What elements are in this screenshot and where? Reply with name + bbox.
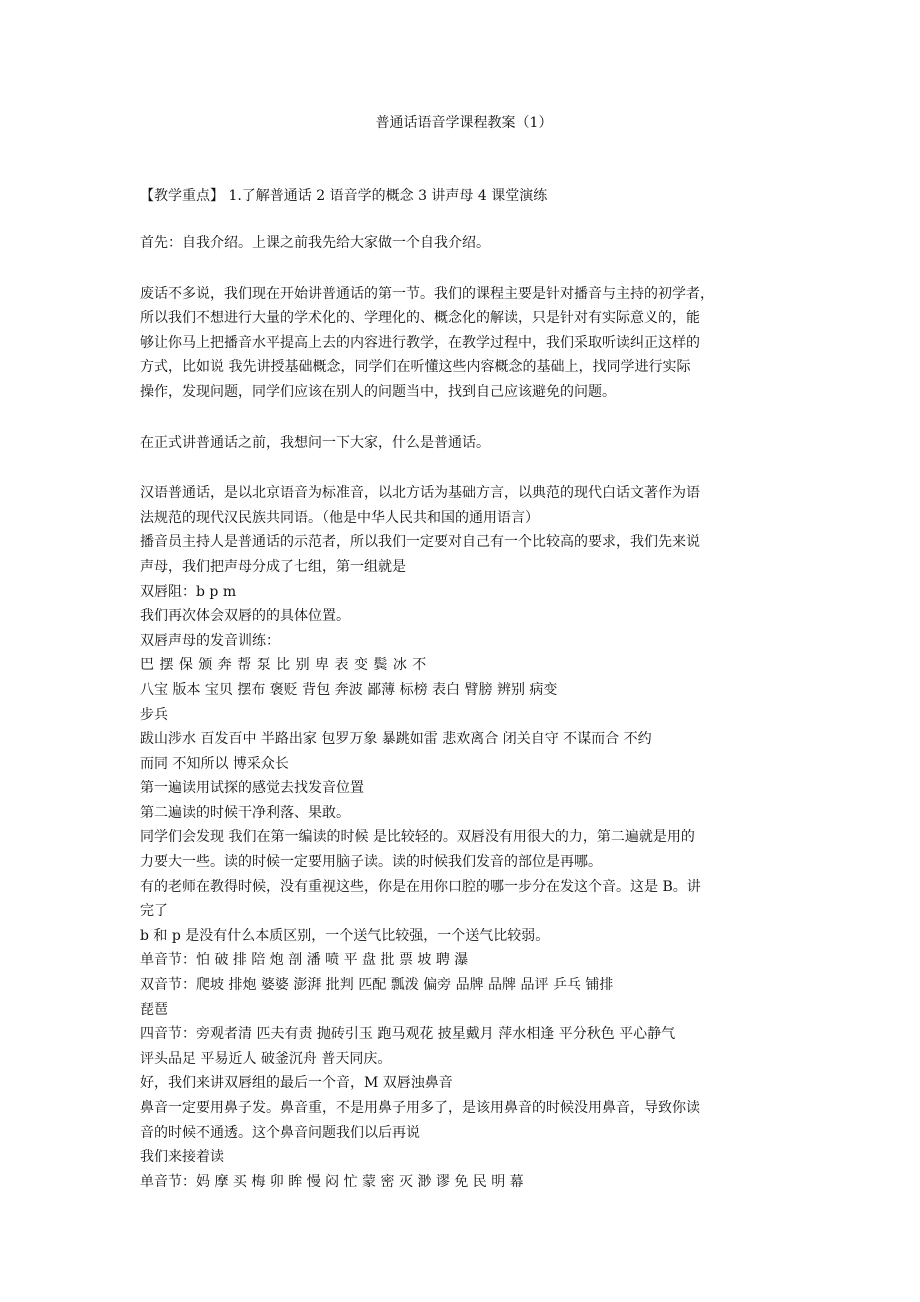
body-line: 声母，我们把声母分成了七组，第一组就是 [140,558,406,575]
body-line: 跋山涉水 百发百中 半路出家 包罗万象 暴跳如雷 悲欢离合 闭关自守 不谋而合 不约 [140,731,652,748]
paragraph-line: 操作，发现问题，同学们应该在别人的问题当中，找到自己应该避免的问题。 [140,383,616,400]
body-line: 音的时候不通透。这个鼻音问题我们以后再说 [140,1124,420,1141]
document-page [140,112,788,1194]
body-line: 八宝 版本 宝贝 摆布 褒贬 背包 奔波 鄙薄 标榜 表白 臂膀 辨别 病变 [140,681,558,698]
body-line: 第二遍读的时候干净利落、果敢。 [140,804,350,821]
body-line: 双唇阻：b p m [140,583,237,600]
body-line: 双音节：爬坡 排炮 婆婆 澎湃 批判 匹配 瓢泼 偏旁 品牌 品牌 品评 乒乓 铺排 [140,977,614,994]
body-line: 单音节：怕 破 排 陪 炮 剖 潘 喷 平 盘 批 票 坡 聘 瀑 [140,952,469,969]
intro-line: 首先：自我介绍。上课之前我先给大家做一个自我介绍。 [140,235,490,251]
body-line: 同学们会发现 我们在第一编读的时候 是比较轻的。双唇没有用很大的力，第二遍就是用的 [140,829,695,846]
body-line: 好，我们来讲双唇组的最后一个音，M 双唇浊鼻音 [140,1075,453,1092]
body-line: 双唇声母的发音训练： [140,632,280,649]
body-line: 我们再次体会双唇的的具体位置。 [140,608,350,625]
paragraph-line: 所以我们不想进行大量的学术化的、学理化的、概念化的解读，只是针对有实际意义的，能 [140,310,700,327]
body-line: 四音节：旁观者清 匹夫有责 抛砖引玉 跑马观花 披星戴月 萍水相逢 平分秋色 平心静气 [140,1026,676,1043]
body-line: 琵琶 [140,1001,168,1018]
body-line: 巴 摆 保 颁 奔 帮 泵 比 别 卑 表 变 鬓 冰 不 [140,657,427,674]
body-line: 法规范的现代汉民族共同语。（他是中华人民共和国的通用语言） [140,509,539,526]
intro-paragraph [140,231,788,256]
body-line: 力要大一些。读的时候一定要用脑子读。读的时候我们发音的部位是再哪。 [140,854,602,871]
body-line: 而同 不知所以 博采众长 [140,755,289,772]
body-line: b 和 p 是没有什么本质区别，一个送气比较强，一个送气比较弱。 [140,927,550,944]
body-line: 有的老师在教得时候，没有重视这些，你是在用你口腔的哪一步分在发这个音。这是 B。讲 [140,878,701,895]
paragraph-line: 够让你马上把播音水平提高上去的内容进行教学，在教学过程中，我们采取听读纠正这样的 [140,334,700,351]
question-line: 在正式讲普通话之前，我想问一下大家，什么是普通话。 [140,434,490,451]
lesson-body [140,481,788,1194]
question-paragraph [140,431,788,456]
body-line: 评头品足 平易近人 破釜沉舟 普天同庆。 [140,1050,392,1067]
teaching-focus: 【教学重点】 1.了解普通话 2 语音学的概念 3 讲声母 4 课堂演练 [140,188,548,204]
course-description-paragraph [140,282,788,405]
body-line: 单音节：妈 摩 买 梅 卯 眸 慢 闷 忙 蒙 密 灭 渺 谬 免 民 明 幕 [140,1173,524,1190]
body-line: 鼻音一定要用鼻子发。鼻音重，不是用鼻子用多了，是该用鼻音的时候没用鼻音，导致你读 [140,1100,700,1116]
paragraph-line: 废话不多说，我们现在开始讲普通话的第一节。我们的课程主要是针对播音与主持的初学者， [140,285,714,302]
body-line: 第一遍读用试探的感觉去找发音位置 [140,780,364,797]
paragraph-line: 方式，比如说 我先讲授基础概念，同学们在听懂这些内容概念的基础上，找同学进行实际 [140,359,691,376]
body-line: 我们来接着读 [140,1149,224,1166]
body-line: 完了 [140,903,168,920]
body-line: 汉语普通话，是以北京语音为标准音，以北方话为基础方言，以典范的现代白话文著作为语 [140,485,700,502]
body-line: 步兵 [140,706,168,723]
body-line: 播音员主持人是普通话的示范者，所以我们一定要对自己有一个比较高的要求，我们先来说 [140,534,700,551]
document-title: 普通话语音学课程教案（1） [375,115,553,131]
